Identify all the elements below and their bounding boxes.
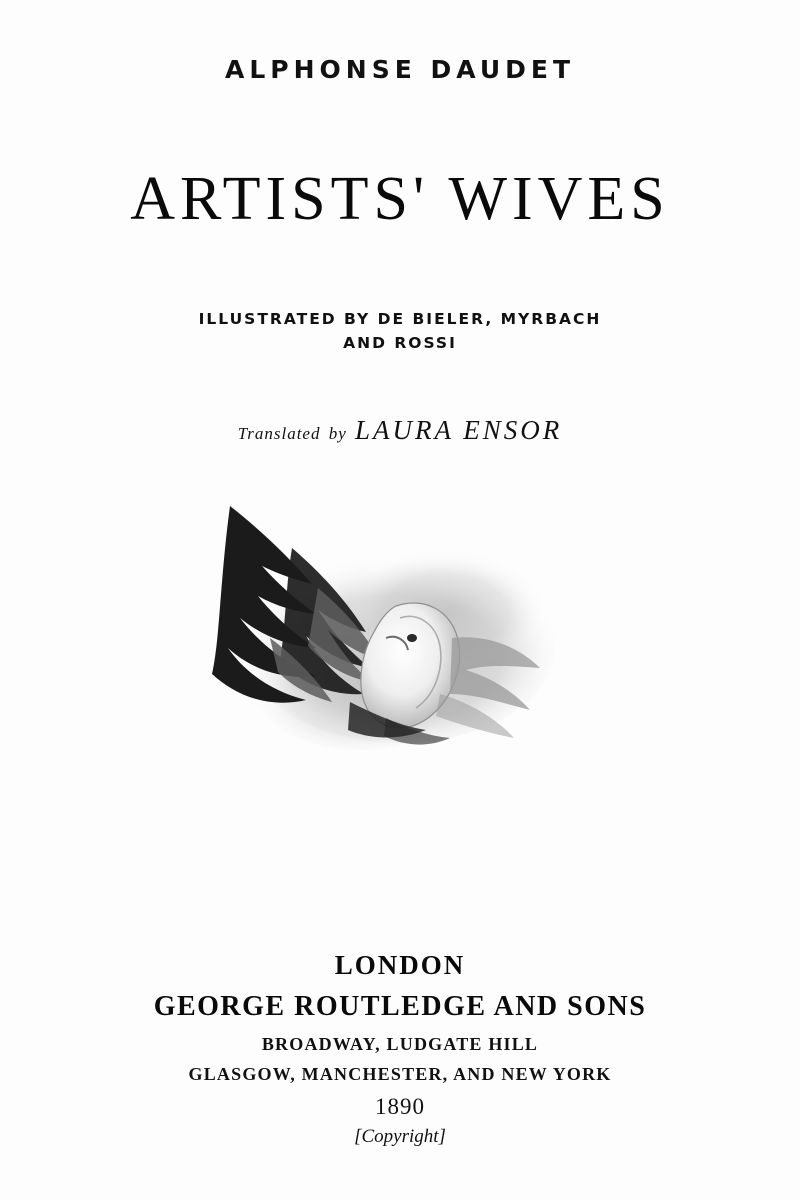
publication-year: 1890 xyxy=(375,1094,425,1119)
translator-name: LAURA ENSOR xyxy=(355,415,563,446)
illustrators-credit xyxy=(199,307,602,355)
copyright-note: [Copyright] xyxy=(354,1126,446,1147)
translator-by: by xyxy=(328,424,347,444)
publisher-address-line-1: BROADWAY, LUDGATE HILL xyxy=(261,1034,539,1054)
imprint-block xyxy=(0,950,800,1148)
bird-and-foliage-vignette xyxy=(200,488,600,778)
translator-credit xyxy=(238,415,563,446)
publisher-address-line-2: GLASGOW, MANCHESTER, AND NEW YORK xyxy=(188,1064,612,1084)
author-name: ALPHONSE DAUDET xyxy=(225,55,575,84)
publication-city: LONDON xyxy=(334,950,466,980)
publisher-name: GEORGE ROUTLEDGE AND SONS xyxy=(153,991,647,1022)
illustrators-line-1: ILLUSTRATED BY DE BIELER, MYRBACH xyxy=(198,310,602,328)
illustrators-line-2: AND ROSSI xyxy=(343,334,457,353)
book-title: ARTISTS' WIVES xyxy=(130,165,670,233)
translator-prefix: Translated xyxy=(237,424,321,444)
